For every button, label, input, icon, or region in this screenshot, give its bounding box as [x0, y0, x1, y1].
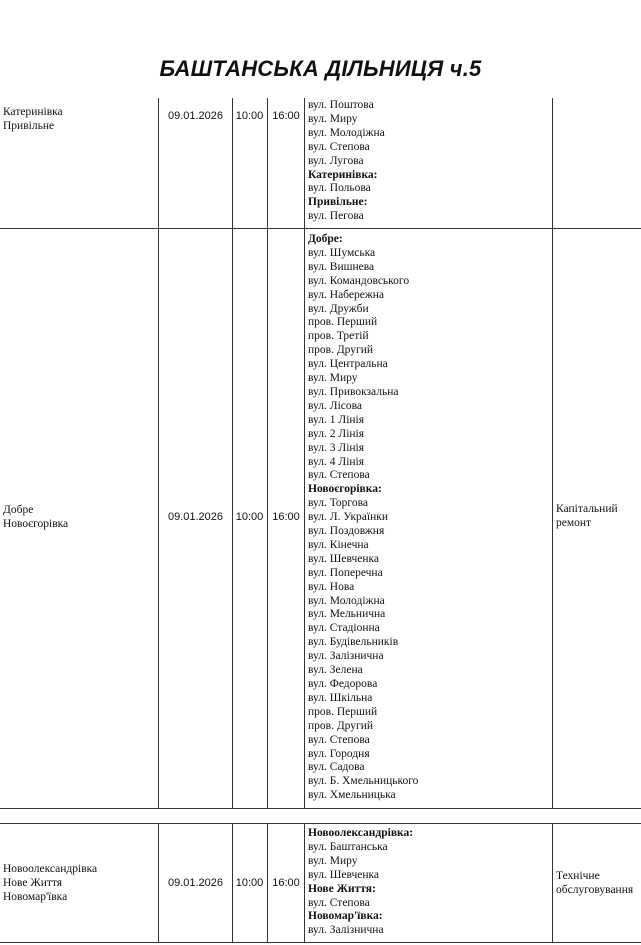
street-item: вул. Миру	[308, 112, 358, 125]
street-item: вул. Шевченка	[308, 868, 380, 881]
place-names	[3, 106, 63, 134]
time-to-cell: 16:00	[272, 110, 300, 122]
street-item: вул. Поперечна	[308, 566, 383, 579]
street-item: вул. Центральна	[308, 358, 388, 371]
street-item: вул. Торгова	[308, 497, 368, 510]
street-item: вул. Лісова	[308, 399, 363, 412]
street-item: вул. Командовського	[308, 274, 410, 287]
street-item: вул. Привокзальна	[308, 385, 399, 398]
time-from-cell: 10:00	[235, 110, 264, 122]
table-row	[0, 229, 641, 809]
place-names	[3, 863, 97, 905]
street-item: вул. Залізнична	[308, 924, 384, 937]
place-name: Новоолександрівка	[3, 863, 98, 875]
street-item: вул. Вишнева	[308, 260, 375, 273]
place-name: Новоєгорівка	[3, 517, 69, 530]
street-item: пров. Перший	[308, 705, 378, 718]
street-item: вул. Набережна	[308, 288, 385, 301]
date-cell: 09.01.2026	[167, 511, 224, 523]
settlement-heading: Нове Життя:	[308, 882, 376, 895]
street-item: вул. Л. Українки	[308, 511, 388, 524]
street-item: вул. Молодіжна	[308, 126, 385, 139]
street-item: вул. Городня	[308, 747, 370, 760]
work-type-line: Технічне	[556, 870, 600, 882]
table-row	[0, 823, 641, 943]
place-name: Привільне	[3, 119, 55, 132]
street-item: вул. Степова	[308, 733, 370, 746]
street-item: вул. Молодіжна	[308, 594, 385, 607]
time-from-cell: 10:00	[235, 511, 264, 523]
work-type-line: Капітальний	[556, 503, 618, 515]
street-list	[308, 99, 550, 224]
date-cell: 09.01.2026	[167, 110, 224, 122]
street-item: вул. Кінечна	[308, 538, 369, 551]
street-item: вул. Баштанська	[308, 840, 388, 853]
place-name: Новомар'ївка	[3, 890, 68, 903]
table-row	[0, 98, 641, 229]
settlement-heading: Добре:	[308, 233, 343, 245]
settlement-heading: Новоєгорівка:	[308, 483, 382, 496]
settlement-heading: Катеринівка:	[308, 168, 378, 181]
street-item: вул. Польова	[308, 182, 371, 195]
street-item: вул. 1 Лінія	[308, 413, 365, 426]
place-names	[3, 504, 68, 532]
street-item: вул. Поштова	[308, 99, 374, 111]
work-type	[556, 870, 641, 898]
street-item: вул. Поздовжня	[308, 525, 385, 538]
street-item: вул. Лугова	[308, 154, 364, 167]
street-item: пров. Другий	[308, 719, 374, 732]
place-name: Добре	[3, 504, 34, 516]
street-item: вул. Зелена	[308, 664, 363, 677]
street-item: вул. Миру	[308, 854, 358, 867]
time-to-cell: 16:00	[272, 511, 300, 523]
street-item: вул. Федорова	[308, 678, 378, 690]
street-item: вул. Шкільна	[308, 691, 373, 704]
street-item: пров. Третій	[308, 330, 369, 343]
street-item: вул. 2 Лінія	[308, 427, 365, 440]
street-item: вул. Хмельницька	[308, 789, 396, 802]
street-item: вул. Садова	[308, 761, 365, 774]
place-name: Катеринівка	[3, 106, 63, 118]
street-item: пров. Другий	[308, 344, 374, 357]
street-item: вул. Степова	[308, 469, 370, 482]
street-item: вул. Степова	[308, 896, 370, 909]
settlement-heading: Новомар'ївка:	[308, 910, 383, 923]
street-item: вул. Залізнична	[308, 650, 384, 663]
place-name: Нове Життя	[3, 876, 63, 889]
date-cell: 09.01.2026	[167, 877, 224, 889]
street-item: вул. Б. Хмельницького	[308, 775, 419, 788]
street-item: вул. Пегова	[308, 210, 364, 223]
street-item: вул. Шевченка	[308, 552, 380, 565]
street-item: вул. Будівельників	[308, 636, 399, 649]
street-list	[308, 827, 550, 938]
work-type	[556, 503, 641, 531]
work-type-line: ремонт	[556, 516, 592, 529]
street-item: вул. 4 Лінія	[308, 455, 365, 468]
street-item: вул. Степова	[308, 140, 370, 153]
time-to-cell: 16:00	[272, 877, 300, 889]
street-item: вул. Шумська	[308, 246, 376, 259]
street-item: вул. Дружби	[308, 302, 369, 315]
street-list	[308, 233, 550, 803]
settlement-heading: Привільне:	[308, 196, 368, 209]
street-item: вул. 3 Лінія	[308, 441, 365, 454]
street-item: вул. Нова	[308, 580, 355, 593]
page-title: БАШТАНСЬКА ДІЛЬНИЦЯ ч.5	[159, 56, 482, 81]
time-from-cell: 10:00	[235, 877, 264, 889]
street-item: вул. Мельнична	[308, 608, 386, 621]
settlement-heading: Новоолександрівка:	[308, 827, 414, 839]
street-item: вул. Миру	[308, 372, 358, 385]
street-item: вул. Стадіонна	[308, 622, 380, 635]
work-type-line: обслуговування	[556, 883, 634, 896]
street-item: пров. Перший	[308, 316, 378, 329]
